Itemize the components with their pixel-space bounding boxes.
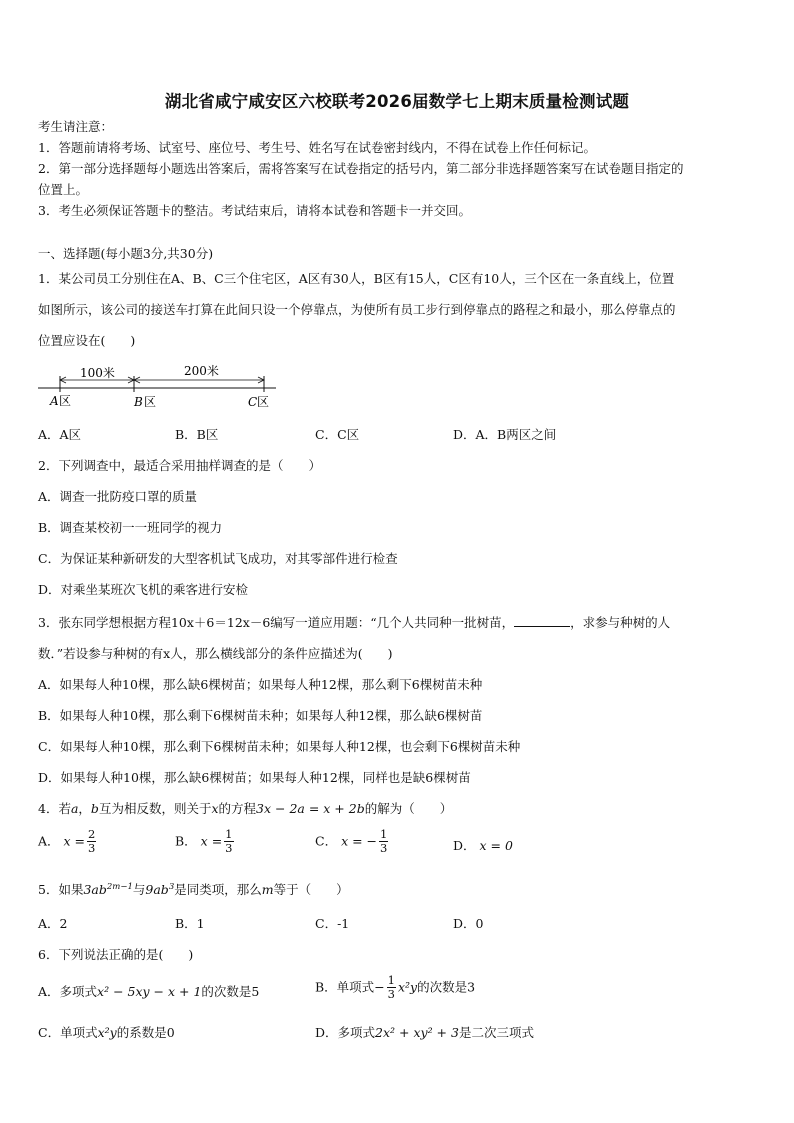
q2-option-a[interactable]: A．调查一批防疫口罩的质量 [38, 489, 198, 504]
q4-option-c[interactable]: C． x = − $\frac{1}{3}$ [315, 827, 388, 855]
q6-option-c[interactable]: C．单项式x²y的系数是0 [38, 1025, 175, 1040]
q3-line-2: 数．”若设参与种树的有x人，那么横线部分的条件应描述为( ) [38, 646, 393, 661]
q1-number-line-figure [36, 360, 286, 414]
svg-text:区: 区 [59, 394, 72, 408]
q3-option-c[interactable]: C．如果每人种10棵，那么剩下6棵树苗未种；如果每人种12棵，也会剩下6棵树苗未种 [38, 739, 521, 754]
seg-bc-label: 200米 [184, 364, 219, 378]
notice-item-2-cont: 位置上。 [38, 182, 89, 197]
q1-option-b[interactable]: B．B区 [175, 427, 219, 442]
q3-option-a[interactable]: A．如果每人种10棵，那么缺6棵树苗；如果每人种12棵，那么剩下6棵树苗未种 [38, 677, 483, 692]
q2-option-b[interactable]: B．调查某校初一一班同学的视力 [38, 520, 223, 535]
point-c-label: C [248, 395, 258, 409]
q5-option-c[interactable]: C．-1 [315, 916, 350, 931]
q5-option-d[interactable]: D．0 [453, 916, 484, 931]
svg-text:区: 区 [144, 395, 157, 409]
section-heading: 一、选择题(每小题3分,共30分) [38, 246, 214, 261]
q1-line-3: 位置应设在( ) [38, 333, 136, 348]
q3-answer-blank [514, 614, 570, 627]
q3-option-d[interactable]: D．如果每人种10棵，那么缺6棵树苗；如果每人种12棵，同样也是缺6棵树苗 [38, 770, 471, 785]
q6-option-b[interactable]: B．单项式− $\frac{1}{3}$ x²y的次数是3 [315, 973, 476, 1001]
q1-line-2: 如图所示，该公司的接送车打算在此间只设一个停靠点，为使所有员工步行到停靠点的路程之和最小，那么停靠点的 [38, 302, 676, 317]
point-a-label: A [50, 394, 59, 408]
q4-option-b[interactable]: B． x = $\frac{1}{3}$ [175, 827, 233, 855]
q1-option-d[interactable]: D．A．B两区之间 [453, 427, 557, 442]
q1-line-1: 1．某公司员工分别住在A、B、C三个住宅区，A区有30人，B区有15人，C区有10人，三个区在一条直线上，位置 [38, 271, 675, 286]
svg-text:区: 区 [257, 395, 270, 409]
q4-option-d[interactable]: D． x = 0 [453, 838, 513, 853]
q6-stem: 6．下列说法正确的是( ) [38, 947, 194, 962]
q3-line-1: 3．张东同学想根据方程10x＋6＝12x－6编写一道应用题：“几个人共同种一批树苗， ，求参与种树的人 [38, 615, 671, 630]
q2-option-d[interactable]: D．对乘坐某班次飞机的乘客进行安检 [38, 582, 249, 597]
q4-option-a[interactable]: A． x = $\frac{2}{3}$ [38, 827, 96, 855]
q2-stem: 2．下列调查中，最适合采用抽样调查的是（ ） [38, 458, 321, 473]
point-b-label: B [134, 395, 143, 409]
notice-item-2: 2．第一部分选择题每小题选出答案后，需将答案写在试卷指定的括号内，第二部分非选择题答案写在试卷题目指定的 [38, 161, 684, 176]
q5-option-a[interactable]: A．2 [38, 916, 68, 931]
q5-option-b[interactable]: B．1 [175, 916, 205, 931]
notice-item-3: 3．考生必须保证答题卡的整洁。考试结束后，请将本试卷和答题卡一并交回。 [38, 203, 471, 218]
seg-ab-label: 100米 [80, 366, 115, 380]
q1-option-c[interactable]: C．C区 [315, 427, 360, 442]
q6-option-a[interactable]: A．多项式x² − 5xy − x + 1的次数是5 [38, 984, 260, 999]
q6-option-d[interactable]: D．多项式2x² + xy² + 3是二次三项式 [315, 1025, 534, 1040]
q1-option-a[interactable]: A．A区 [38, 427, 82, 442]
q3-option-b[interactable]: B．如果每人种10棵，那么剩下6棵树苗未种；如果每人种12棵，那么缺6棵树苗 [38, 708, 483, 723]
notice-item-1: 1．答题前请将考场、试室号、座位号、考生号、姓名写在试卷密封线内，不得在试卷上作任何标记。 [38, 140, 596, 155]
q4-stem: 4．若a，b互为相反数，则关于x的方程3x − 2a = x + 2b的解为（ ） [38, 801, 453, 816]
notice-heading: 考生请注意： [38, 119, 114, 134]
q5-stem: 5．如果$3ab^{2m-1}$与$9ab^3$是同类项，那么m等于（ ） [38, 882, 349, 898]
q2-option-c[interactable]: C．为保证某种新研发的大型客机试飞成功，对其零部件进行检查 [38, 551, 398, 566]
page-title: 湖北省咸宁咸安区六校联考2026届数学七上期末质量检测试题 [164, 92, 630, 111]
